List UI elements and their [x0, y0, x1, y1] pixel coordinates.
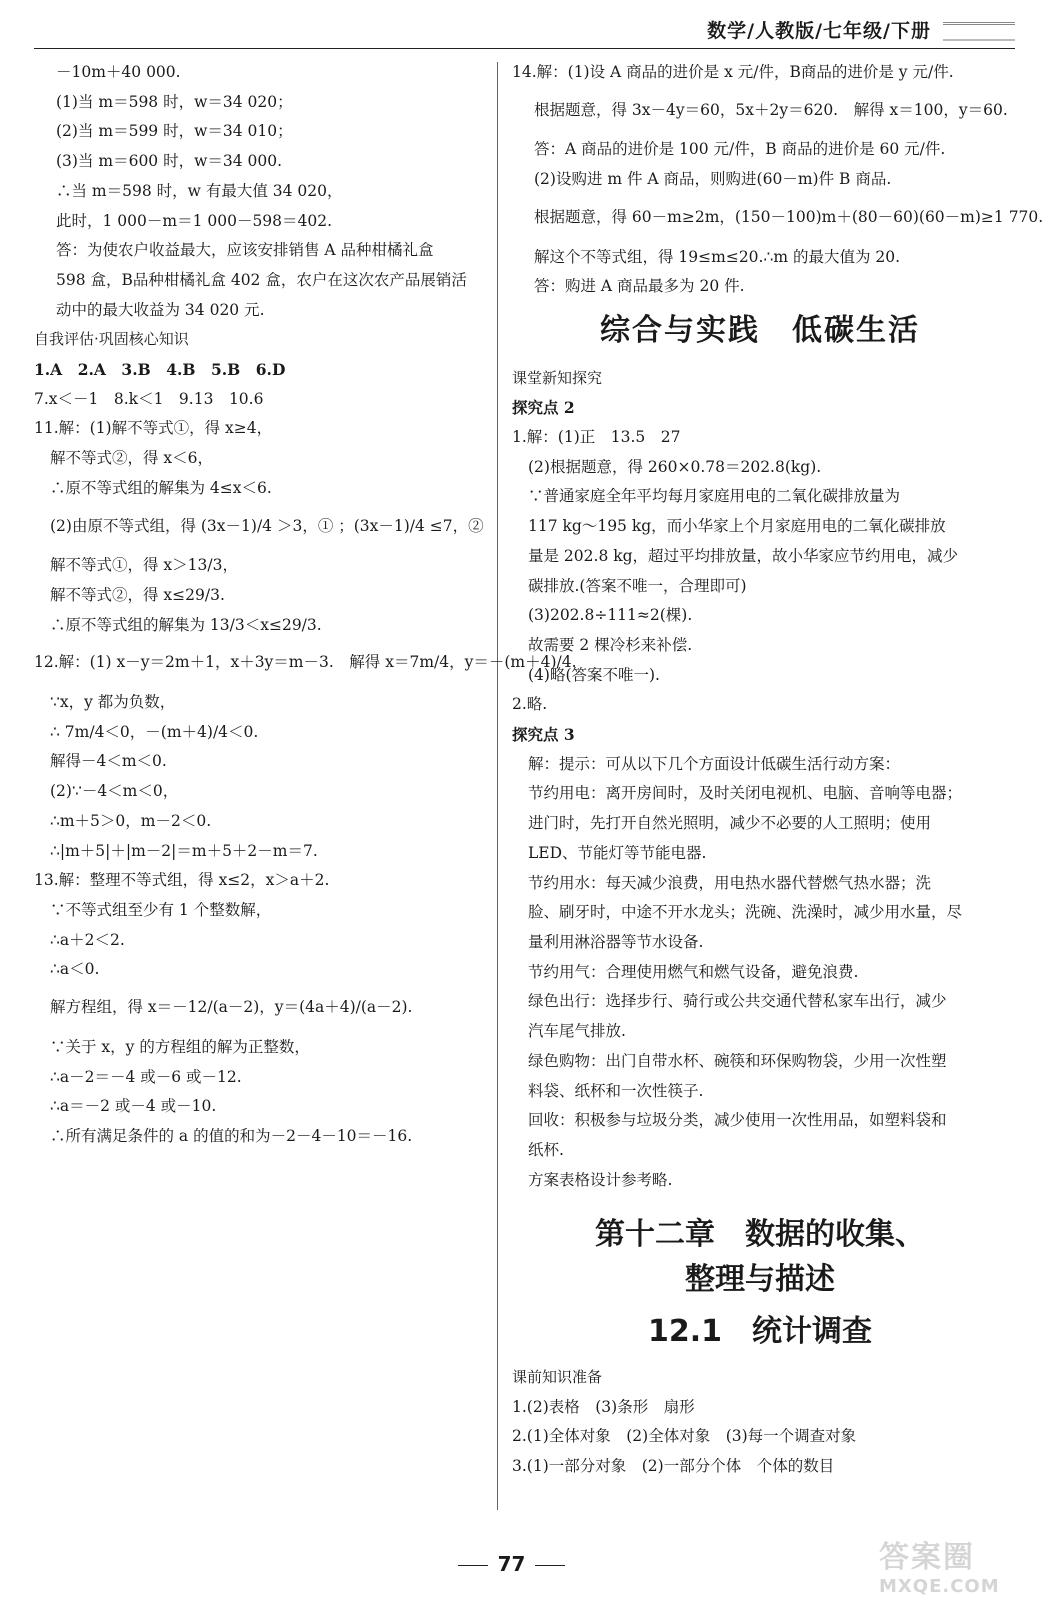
text-line: 脸、刷牙时，中途不开水龙头；洗碗、洗澡时，减少用水量，尽	[528, 903, 963, 922]
page-number: 77	[497, 1552, 526, 1576]
watermark-logo: 答案圈	[879, 1540, 975, 1575]
footer-dash-right	[535, 1565, 565, 1566]
footer-dash-left	[458, 1565, 488, 1566]
text-line: LED、节能灯等节能电器.	[528, 843, 707, 862]
text-line: 课前知识准备	[512, 1368, 603, 1387]
page-footer	[0, 1552, 1023, 1576]
text-line: 解不等式②，得 x≤29/3.	[50, 585, 225, 604]
text-line: 2.略.	[512, 695, 548, 714]
text-line: (2)由原不等式组，得 (3x－1)/4 ＞3，① ；(3x－1)/4 ≤7，②	[50, 516, 484, 535]
text-line: ∵普通家庭全年平均每月家庭用电的二氧化碳排放量为	[528, 487, 901, 506]
text-line: 1.(2)表格 (3)条形 扇形	[512, 1397, 695, 1416]
text-line: ∴a＝－2 或－4 或－10.	[50, 1097, 217, 1116]
text-line: 根据题意，得 60－m≥2m，(150－100)m＋(80－60)(60－m)≥1 770.	[534, 207, 1043, 226]
text-line: 7.x＜－1 8.k＜1 9.13 10.6	[34, 389, 264, 408]
text-line: 598 盒，B品种柑橘礼盒 402 盒，农户在这次农产品展销活	[56, 270, 467, 289]
text-line: 进门时，先打开自然光照明，减少不必要的人工照明；使用	[528, 814, 932, 833]
text-line: 节约用电：离开房间时，及时关闭电视机、电脑、音响等电器；	[528, 784, 963, 803]
header-rule	[34, 48, 1015, 49]
text-line: (1)当 m＝598 时，w＝34 020；	[56, 92, 293, 111]
text-line: 解这个不等式组，得 19≤m≤20.∴m 的最大值为 20.	[534, 247, 901, 266]
text-line: (2)设购进 m 件 A 商品，则购进(60－m)件 B 商品.	[534, 170, 892, 189]
text-line: 碳排放.(答案不唯一，合理即可)	[528, 576, 747, 595]
column-divider	[497, 62, 498, 1510]
text-line: 方案表格设计参考略.	[528, 1170, 673, 1189]
text-line: 解：提示：可从以下几个方面设计低碳生活行动方案：	[528, 754, 901, 773]
page-header	[0, 0, 1023, 56]
text-line: 14.解：(1)设 A 商品的进价是 x 元/件，B商品的进价是 y 元/件.	[512, 63, 954, 81]
text-line: 量利用淋浴器等节水设备.	[528, 932, 704, 951]
text-line: ∵关于 x，y 的方程组的解为正整数，	[50, 1037, 310, 1056]
text-line: (2)根据题意，得 260×0.78＝202.8(kg).	[528, 457, 822, 476]
text-line: ∴当 m＝598 时，w 有最大值 34 020，	[56, 181, 343, 200]
text-line: ∴a－2＝－4 或－6 或－12.	[50, 1067, 242, 1086]
text-line: 探究点 2	[512, 398, 575, 418]
text-line: 答：购进 A 商品最多为 20 件.	[534, 277, 745, 296]
text-line: 量是 202.8 kg，超过平均排放量，故小华家应节约用电，减少	[528, 546, 959, 565]
text-line: (2)∵－4＜m＜0，	[50, 782, 179, 801]
text-line: ∴所有满足条件的 a 的值的和为－2－4－10＝－16.	[50, 1126, 413, 1145]
text-line: 12.解：(1) x－y＝2m＋1，x＋3y＝m－3. 解得 x＝7m/4，y＝－(m＋4)/4.	[34, 653, 577, 672]
text-line: 答：为使农户收益最大，应该安排销售 A 品种柑橘礼盒	[56, 241, 434, 260]
book-title: 数学/人教版/七年级/下册	[707, 20, 931, 42]
text-line: (4)略(答案不唯一).	[528, 665, 660, 684]
text-line: 汽车尾气排放.	[528, 1022, 626, 1041]
text-line: 自我评估·巩固核心知识	[34, 330, 189, 349]
text-line: 解不等式①，得 x＞13/3，	[50, 556, 238, 575]
section-title: 综合与实践 低碳生活	[600, 312, 920, 348]
text-line: ∴|m＋5|＋|m－2|＝m＋5＋2－m＝7.	[50, 841, 318, 860]
text-line: 答：A 商品的进价是 100 元/件，B 商品的进价是 60 元/件.	[534, 140, 946, 159]
text-line: 回收：积极参与垃圾分类，减少使用一次性用品，如塑料袋和	[528, 1111, 947, 1130]
header-decoration	[943, 22, 1015, 41]
section-title: 整理与描述	[685, 1262, 835, 1298]
text-line: 绿色购物：出门自带水杯、碗筷和环保购物袋，少用一次性塑	[528, 1051, 947, 1070]
watermark	[879, 1532, 1009, 1597]
text-line: 3.(1)一部分对象 (2)一部分个体 个体的数目	[512, 1457, 835, 1476]
section-title: 第十二章 数据的收集、	[595, 1217, 925, 1253]
text-line: 探究点 3	[512, 725, 575, 745]
text-line: 节约用水：每天减少浪费，用电热水器代替燃气热水器；洗	[528, 873, 932, 892]
text-line: 此时，1 000－m＝1 000－598＝402.	[56, 211, 333, 230]
text-line: 解得－4＜m＜0.	[50, 752, 167, 771]
text-line: ∴a＜0.	[50, 960, 100, 979]
text-line: ∴ 7m/4＜0，－(m＋4)/4＜0.	[50, 722, 259, 741]
text-line: 绿色出行：选择步行、骑行或公共交通代替私家车出行，减少	[528, 992, 947, 1011]
text-line: 117 kg～195 kg，而小华家上个月家庭用电的二氧化碳排放	[528, 517, 946, 536]
text-line: (3)当 m＝600 时，w＝34 000.	[56, 152, 283, 171]
text-line: 1.A 2.A 3.B 4.B 5.B 6.D	[34, 360, 286, 380]
section-title: 12.1 统计调查	[647, 1314, 873, 1350]
text-line: 解不等式②，得 x＜6，	[50, 449, 214, 468]
text-line: 根据题意，得 3x－4y＝60，5x＋2y＝620. 解得 x＝100，y＝60.	[534, 100, 1008, 119]
text-line: 2.(1)全体对象 (2)全体对象 (3)每一个调查对象	[512, 1427, 857, 1446]
text-line: 1.解：(1)正 13.5 27	[512, 428, 681, 447]
right-column	[512, 58, 1043, 1482]
text-line: ∴原不等式组的解集为 13/3＜x≤29/3.	[50, 615, 322, 634]
text-line: －10m＋40 000.	[56, 63, 181, 81]
text-line: (3)202.8÷111≈2(棵).	[528, 606, 693, 625]
text-line: 故需要 2 棵冷杉来补偿.	[528, 635, 693, 654]
text-line: 13.解：整理不等式组，得 x≤2，x＞a＋2.	[34, 871, 330, 890]
text-line: 动中的最大收益为 34 020 元.	[56, 300, 265, 319]
text-line: 11.解：(1)解不等式①，得 x≥4，	[34, 419, 273, 438]
watermark-url: MXQE.COM	[879, 1576, 1000, 1597]
text-line: ∵x，y 都为负数，	[50, 693, 176, 712]
text-line: (2)当 m＝599 时，w＝34 010；	[56, 122, 293, 141]
text-line: 纸杯.	[528, 1140, 564, 1159]
text-line: ∴原不等式组的解集为 4≤x＜6.	[50, 478, 272, 497]
text-line: 节约用气：合理使用燃气和燃气设备，避免浪费.	[528, 962, 859, 981]
text-line: ∴m＋5＞0，m－2＜0.	[50, 811, 212, 830]
text-line: ∴a＋2＜2.	[50, 930, 125, 949]
text-line: 课堂新知探究	[512, 368, 603, 387]
text-line: 料袋、纸杯和一次性筷子.	[528, 1081, 704, 1100]
text-line: 解方程组，得 x＝－12/(a－2)，y＝(4a＋4)/(a－2).	[50, 998, 413, 1017]
text-line: ∵不等式组至少有 1 个整数解，	[50, 900, 272, 919]
